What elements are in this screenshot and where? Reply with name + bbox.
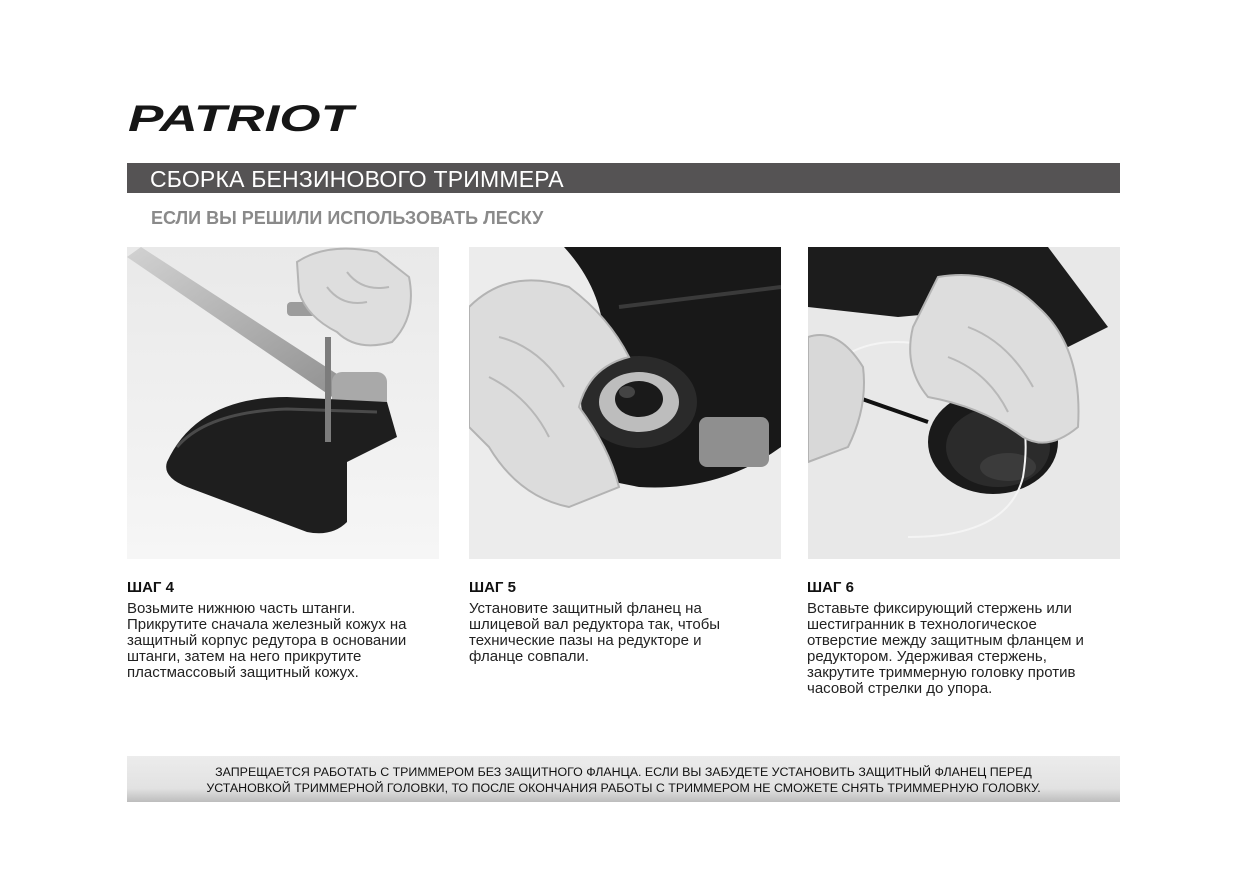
warning-box [127, 756, 1120, 802]
warning-text: ЗАПРЕЩАЕТСЯ РАБОТАТЬ С ТРИММЕРОМ БЕЗ ЗАЩИТНОГО ФЛАНЦА. ЕСЛИ ВЫ ЗАБУДЕТЕ УСТАНОВИТЬ ЗАЩИТНЫЙ ФЛАНЕЦ ПЕРЕД УСТАНОВКОЙ ТРИММЕРНОЙ ГОЛОВКИ, ТО ПОСЛЕ ОКОНЧАНИЯ РАБОТЫ С ТРИММЕРОМ НЕ СМОЖЕТЕ СНЯТЬ ТРИММЕРНУЮ ГОЛОВКУ. [206, 765, 1041, 795]
step-6 [807, 579, 1127, 697]
step-4 [127, 579, 447, 681]
step-5-photo [469, 247, 781, 559]
step-6-title: ШАГ 6 [807, 579, 854, 596]
step-5 [469, 579, 789, 665]
step-6-text: Вставьте фиксирующий стержень или шестигранник в технологическое отверстие между защитным фланцем и редуктором. Удерживая стержень, закрутите триммерную головку против часовой стрелки до упора. [807, 600, 1084, 697]
step-6-photo [808, 247, 1120, 559]
section-header-bar [127, 163, 1120, 193]
step-5-text: Установите защитный фланец на шлицевой вал редуктора так, чтобы технические пазы на редукторе и фланце совпали. [469, 600, 721, 665]
step-4-photo [127, 247, 439, 559]
step-4-title: ШАГ 4 [127, 579, 174, 596]
step-4-text: Возьмите нижнюю часть штанги. Прикрутите сначала железный кожух на защитный корпус редутора в основании штанги, затем на него прикрутите пластмассовый защитный кожух. [127, 600, 407, 681]
step-5-title: ШАГ 5 [469, 579, 516, 596]
logo-wordmark: PATRIOT [128, 98, 358, 138]
patriot-logo [126, 98, 358, 138]
subheading: ЕСЛИ ВЫ РЕШИЛИ ИСПОЛЬЗОВАТЬ ЛЕСКУ [151, 208, 544, 228]
section-title: СБОРКА БЕНЗИНОВОГО ТРИММЕРА [150, 166, 564, 192]
